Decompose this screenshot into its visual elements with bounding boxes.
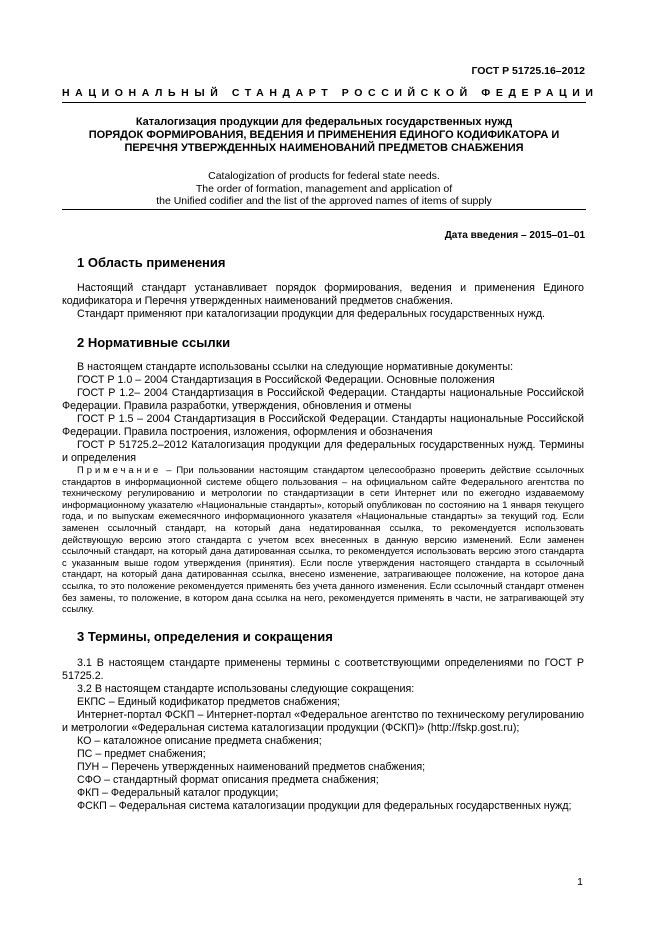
note-text: – При пользовании настоящим стандартом целесообразно проверить действие ссылочных стандартов в информационной системе общего пользования – на официальном сайте Федерального агентства по техническому регулированию и метрологии по стандартизации в сети Интернет или по ежегодно издаваемому информационному указателю «Национальные стандарты», который опубликован по состоянию на 1 января текущего года, и по выпускам ежемесячного информационного указателя «Национальные стандарты» за текущий год. Если заменен ссылочный стандарт, на который дана недатированная ссылка, то рекомендуется использовать действующую версию этого стандарта с учетом всех внесенных в данную версию изменений. Если заменен ссылочный стандарт, на который дана датированная ссылка, то рекомендуется использовать версию этого стандарта с указанным выше годом утверждения (принятия). Если после утверждения настоящего стандарта в ссылочный стандарт, на который дана датированная ссылка, внесено изменение, затрагивающее положение, на которое дана ссылка, то это положение рекомендуется применять без учета данного изменения. Если ссылочный стандарт отменен без замены, то положение, в котором дана ссылка на него, рекомендуется применять в части, не затрагивающей эту ссылку. xyxy=(62,464,584,615)
section-2-paragraph: В настоящем стандарте использованы ссылки на следующие нормативные документы: xyxy=(77,361,514,373)
section-3-body xyxy=(62,657,584,813)
document-title xyxy=(62,116,586,155)
abbreviation-item: ПУН – Перечень утвержденных наименований предметов снабжения; xyxy=(77,761,426,773)
abbreviation-item: ФКП – Федеральный каталог продукции; xyxy=(77,787,279,799)
title-line-3: ПЕРЕЧНЯ УТВЕРЖДЕННЫХ НАИМЕНОВАНИЙ ПРЕДМЕТОВ СНАБЖЕНИЯ xyxy=(124,142,524,154)
abbreviation-item: Интернет-портал ФСКП – Интернет-портал «Федеральное агентство по техническому регулированию и метрологии «Федеральная система каталогизации продукции (ФСКП)» (http://fskp.gost.ru); xyxy=(62,709,584,734)
intro-date: Дата введения – 2015–01–01 xyxy=(444,230,585,241)
english-title-line-1: Catalogization of products for federal state needs. xyxy=(208,170,440,182)
english-title-line-3: the Unified codifier and the list of the approved names of items of supply xyxy=(156,195,492,207)
abbreviation-item: КО – каталожное описание предмета снабжения; xyxy=(77,735,322,747)
gost-code: ГОСТ Р 51725.16–2012 xyxy=(471,65,585,77)
note-lead: Примечание xyxy=(77,464,162,475)
section-2-heading: 2 Нормативные ссылки xyxy=(77,335,231,350)
english-title xyxy=(62,170,586,208)
header-rule xyxy=(62,102,586,103)
page-number: 1 xyxy=(577,876,583,888)
national-standard-banner: НАЦИОНАЛЬНЫЙ СТАНДАРТ РОССИЙСКОЙ ФЕДЕРАЦИИ xyxy=(62,87,599,99)
section-1-body xyxy=(62,282,584,321)
section-1-heading: 1 Область применения xyxy=(77,255,226,270)
section-3-paragraph: 3.2 В настоящем стандарте использованы следующие сокращения: xyxy=(77,683,415,695)
section-3-heading: 3 Термины, определения и сокращения xyxy=(77,629,333,644)
english-title-line-2: The order of formation, management and application of xyxy=(195,182,453,195)
abbreviation-item: СФО – стандартный формат описания предмета снабжения; xyxy=(77,774,379,786)
title-line-2: ПОРЯДОК ФОРМИРОВАНИЯ, ВЕДЕНИЯ И ПРИМЕНЕНИЯ ЕДИНОГО КОДИФИКАТОРА И xyxy=(88,129,560,141)
title-rule xyxy=(62,209,586,210)
section-1-paragraph: Стандарт применяют при каталогизации продукции для федеральных государственных нужд. xyxy=(77,308,546,320)
reference-item: ГОСТ Р 1.2– 2004 Стандартизация в Российской Федерации. Стандарты национальные Российской Федерации. Правила разработки, утверждения, обновления и отмены xyxy=(62,387,584,412)
section-1-paragraph: Настоящий стандарт устанавливает порядок формирования, ведения и применения Единого кодификатора и Перечня утвержденных наименований предметов снабжения. xyxy=(62,282,584,307)
reference-item: ГОСТ Р 1.5 – 2004 Стандартизация в Российской Федерации. Стандарты национальные Российской Федерации. Правила построения, изложения, оформления и обозначения xyxy=(62,413,584,438)
abbreviation-item: ФСКП – Федеральная система каталогизации продукции для федеральных государственных нужд; xyxy=(77,800,572,812)
abbreviation-item: ПС – предмет снабжения; xyxy=(77,748,206,760)
reference-item: ГОСТ Р 1.0 – 2004 Стандартизация в Российской Федерации. Основные положения xyxy=(77,374,495,386)
section-2-body xyxy=(62,361,584,465)
abbreviation-item: ЕКПС – Единый кодификатор предметов снабжения; xyxy=(77,696,341,708)
title-line-1: Каталогизация продукции для федеральных государственных нужд xyxy=(135,116,513,128)
section-3-paragraph: 3.1 В настоящем стандарте применены термины с соответствующими определениями по ГОСТ Р 51725.2. xyxy=(62,657,584,682)
note-block xyxy=(62,464,584,615)
reference-item: ГОСТ Р 51725.2–2012 Каталогизация продукции для федеральных государственных нужд. Термины и определения xyxy=(62,439,584,464)
